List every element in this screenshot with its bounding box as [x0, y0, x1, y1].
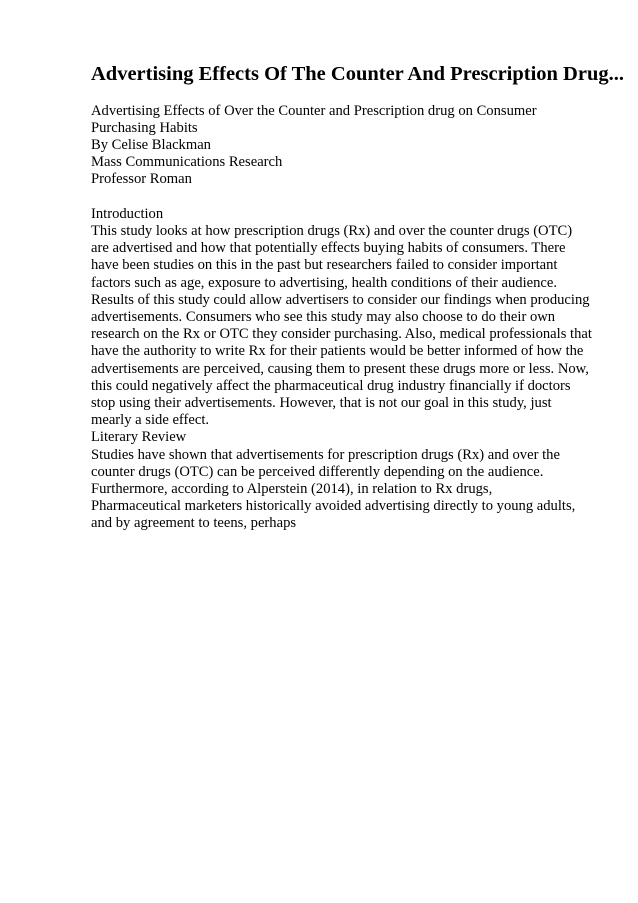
review-line: Studies have shown that advertisements for prescription drugs (Rx) and over the	[91, 446, 560, 463]
literary-review-section	[91, 429, 598, 532]
document-title: Advertising Effects Of The Counter And Prescription Drug...	[91, 63, 624, 85]
introduction-line: have been studies on this in the past but researchers failed to consider important	[91, 257, 558, 274]
introduction-line: advertisements are perceived, causing them to present these drugs more or less. Now,	[91, 360, 589, 377]
professor-line: Professor Roman	[91, 171, 192, 188]
review-line: Pharmaceutical marketers historically avoided advertising directly to young adults,	[91, 498, 576, 515]
document-header-block	[91, 103, 598, 189]
introduction-section	[91, 206, 598, 430]
introduction-line: mearly a side effect.	[91, 412, 210, 429]
introduction-line: advertisements. Consumers who see this study may also choose to do their own	[91, 309, 556, 326]
subtitle-line-1: Advertising Effects of Over the Counter and Prescription drug on Consumer	[91, 102, 537, 119]
review-line: Furthermore, according to Alperstein (2014), in relation to Rx drugs,	[91, 481, 493, 498]
review-line: and by agreement to teens, perhaps	[91, 515, 297, 532]
introduction-line: stop using their advertisements. However, that is not our goal in this study, just	[91, 395, 552, 412]
subtitle-line-2: Purchasing Habits	[91, 119, 198, 136]
introduction-line: factors such as age, exposure to advertising, health conditions of their audience.	[91, 274, 558, 291]
introduction-line: are advertised and how that potentially effects buying habits of consumers. There	[91, 240, 566, 257]
introduction-heading: Introduction	[91, 205, 164, 222]
introduction-line: this could negatively affect the pharmaceutical drug industry financially if doctors	[91, 377, 571, 394]
introduction-line: have the authority to write Rx for their patients would be better informed of how the	[91, 343, 584, 360]
review-line: counter drugs (OTC) can be perceived differently depending on the audience.	[91, 463, 544, 480]
introduction-line: Results of this study could allow advertisers to consider our findings when producing	[91, 291, 590, 308]
course-line: Mass Communications Research	[91, 154, 283, 171]
introduction-line: This study looks at how prescription drugs (Rx) and over the counter drugs (OTC)	[91, 223, 573, 239]
literary-review-heading: Literary Review	[91, 429, 187, 446]
author-line: By Celise Blackman	[91, 137, 211, 153]
paragraph-spacer	[91, 189, 598, 206]
introduction-line: research on the Rx or OTC they consider purchasing. Also, medical professionals that	[91, 326, 592, 343]
